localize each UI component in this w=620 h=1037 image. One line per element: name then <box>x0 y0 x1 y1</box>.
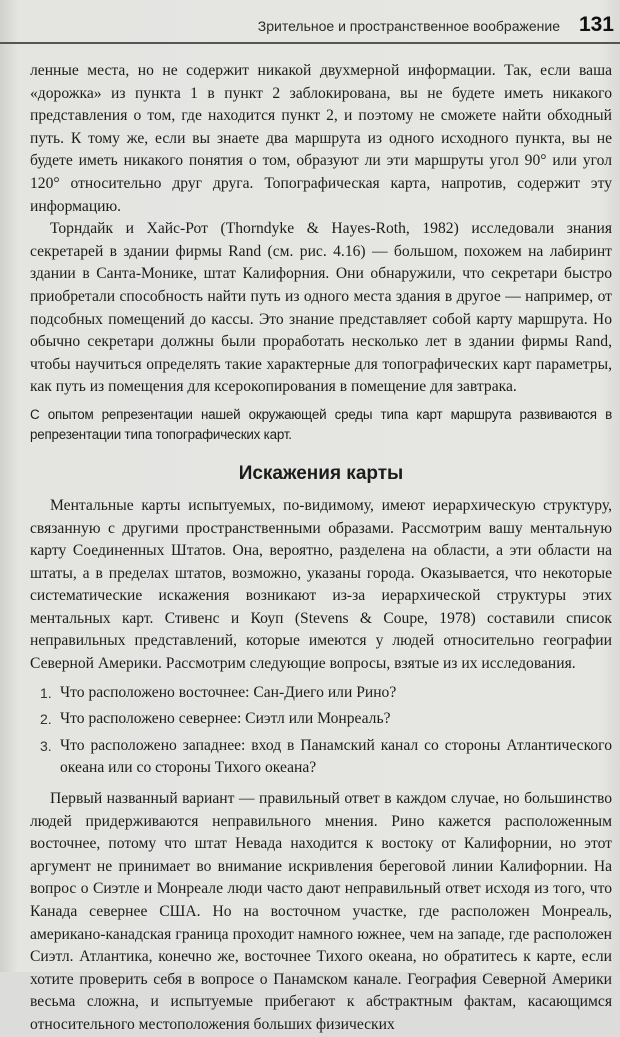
list-item-text: Что расположено севернее: Сиэтл или Монреаль? <box>60 710 391 728</box>
paragraph-thorndyke: Торндайк и Хайс-Рот (Thorndyke & Hayes-Roth, 1982) исследовали знания секретарей в здании фирмы Rand (см. рис. 4.16) — большом, похожем на лабиринт здании в Санта-Монике, штат Калифорния. Они обнаружили, что секретари быстро приобретали способность найти путь из одного места здания в другое — например, от подсобных помещений до кассы. Это знание представляет собой карту маршрута. Но обычно секретари должны были проработать несколько лет в здании фирмы Rand, чтобы научиться определять такие характерные для топографических карт параметры, как путь из помещения для ксерокопирования в помещение для завтрака. <box>30 220 612 396</box>
list-item <box>30 735 612 780</box>
page-body <box>30 60 612 1037</box>
header-rule <box>0 42 620 44</box>
summary-note: С опытом репрезентации нашей окружающей среды типа карт маршрута развиваются в репрезентации типа топографических карт. <box>30 406 612 442</box>
list-item-text: Что расположено восточнее: Сан-Диего или Рино? <box>60 683 397 701</box>
section-heading: Искажения карты <box>238 462 404 484</box>
list-item <box>30 682 612 705</box>
running-header <box>0 0 620 50</box>
list-item <box>30 708 612 731</box>
paragraph-answers: Первый названный вариант — правильный ответ в каждом случае, но большинство людей придерживаются неправильного мнения. Рино кажется расположенным восточнее, потому что штат Невада находится к востоку от Калифорнии, но этот аргумент не принимает во внимание искривления береговой линии Калифорнии. На вопрос о Сиэтле и Монреале люди часто дают неправильный ответ исходя из того, что Канада севернее США. Но на восточном участке, где расположен Монреаль, американо-канадская граница проходит намного южнее, чем на западе, где расположен Сиэтл. Атлантика, конечно же, восточнее Тихого океана, но обратитесь к карте, если хотите проверить себя в вопросе о Панамском канале. География Северной Америки весьма сложна, и испытуемые прибегают к абстрактным фактам, касающимся относительного местоположения больших физических <box>30 790 612 1033</box>
list-item-number: 3. <box>40 737 52 754</box>
paragraph-mental-maps: Ментальные карты испытуемых, по-видимому, имеют иерархическую структуру, связанную с другими пространственными образами. Рассмотрим вашу ментальную карту Соединенных Штатов. Она, вероятно, разделена на области, а эти области на штаты, а в пределах штатов, возможно, указаны города. Оказывается, что некоторые систематические искажения возникают из-за иерархической структуры этих ментальных карт. Стивенс и Коуп (Stevens & Coupe, 1978) составили список неправильных представлений, которые имеются у людей относительно географии Северной Америки. Рассмотрим следующие вопросы, взятые из их исследования. <box>30 496 612 673</box>
page-number: 131 <box>578 13 614 36</box>
list-item-number: 2. <box>40 711 52 728</box>
list-item-text: Что расположено западнее: вход в Панамский канал со стороны Атлантического океана или со стороны Тихого океана? <box>60 736 612 777</box>
list-item-number: 1. <box>40 684 52 701</box>
running-header-title: Зрительное и пространственное воображение <box>257 18 560 34</box>
question-list <box>30 682 612 780</box>
paragraph-continued: ленные места, но не содержит никакой двухмерной информации. Так, если ваша «дорожка» из пункта 1 в пункт 2 заблокирована, вы не будете иметь никакого представления о том, где находится пункт 2, и поэтому не сможете найти обходный путь. К тому же, если вы знаете два маршрута из одного исходного пункта, вы не будете иметь никакого понятия о том, образуют ли эти маршруты угол 90° или угол 120° относительно друг друга. Топографическая карта, напротив, содержит эту информацию. <box>30 62 612 215</box>
